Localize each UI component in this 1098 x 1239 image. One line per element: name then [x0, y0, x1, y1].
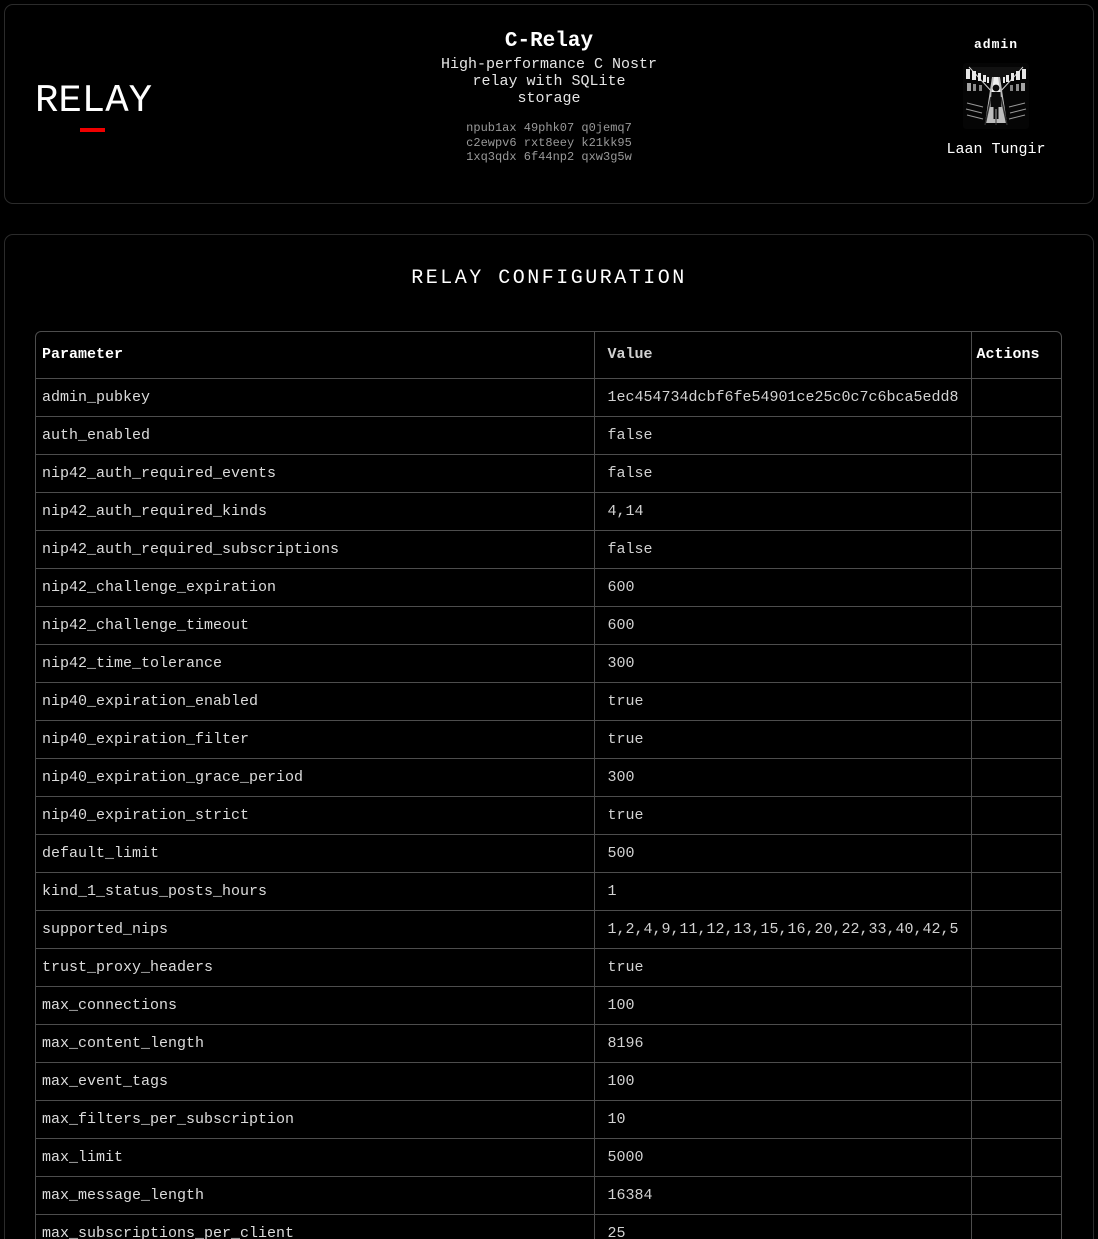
- parameter-name-cell: supported_nips: [36, 910, 594, 948]
- config-table-row: [36, 568, 1061, 606]
- config-table-container: [35, 331, 1062, 1239]
- npub-line: 1xq3qdx 6f44np2 qxw3g5w: [466, 150, 632, 164]
- parameter-name-cell: trust_proxy_headers: [36, 948, 594, 986]
- config-table-row: [36, 834, 1061, 872]
- parameter-value-cell: 5000: [594, 1138, 971, 1176]
- parameter-name-cell: max_event_tags: [36, 1062, 594, 1100]
- parameter-name-cell: max_limit: [36, 1138, 594, 1176]
- parameter-name-cell: nip42_auth_required_kinds: [36, 492, 594, 530]
- admin-label: admin: [973, 37, 1018, 52]
- parameter-name-cell: kind_1_status_posts_hours: [36, 872, 594, 910]
- config-table-row: [36, 720, 1061, 758]
- relay-logo-text: RELAY: [35, 79, 153, 123]
- config-table-row: [36, 378, 1061, 416]
- npub-line: c2ewpv6 rxt8eey k21kk95: [466, 135, 632, 150]
- parameter-actions-cell: [971, 872, 1061, 910]
- header-card: [4, 4, 1094, 204]
- parameter-value-cell: false: [594, 454, 971, 492]
- config-table-row: [36, 530, 1061, 568]
- config-table-row: [36, 1100, 1061, 1138]
- parameter-value-cell: 1ec454734dcbf6fe54901ce25c0c7c6bca5edd8: [594, 378, 971, 416]
- parameter-actions-cell: [971, 1100, 1061, 1138]
- parameter-name-cell: max_subscriptions_per_client: [36, 1214, 594, 1239]
- parameter-name-cell: default_limit: [36, 834, 594, 872]
- parameter-value-cell: 25: [594, 1214, 971, 1239]
- parameter-actions-cell: [971, 986, 1061, 1024]
- parameter-actions-cell: [971, 454, 1061, 492]
- config-table-row: [36, 492, 1061, 530]
- parameter-name-cell: auth_enabled: [36, 416, 594, 454]
- config-table-row: [36, 1062, 1061, 1100]
- parameter-value-cell: false: [594, 530, 971, 568]
- parameter-value-cell: 600: [594, 606, 971, 644]
- parameter-value-cell: 4,14: [594, 492, 971, 530]
- parameter-actions-cell: [971, 948, 1061, 986]
- parameter-name-cell: max_content_length: [36, 1024, 594, 1062]
- config-table-row: [36, 1024, 1061, 1062]
- config-table-row: [36, 948, 1061, 986]
- parameter-name-cell: admin_pubkey: [36, 378, 594, 416]
- parameter-value-cell: true: [594, 720, 971, 758]
- npub-line: npub1ax 49phk07 q0jemq7: [466, 121, 632, 135]
- parameter-name-cell: max_connections: [36, 986, 594, 1024]
- parameter-actions-cell: [971, 834, 1061, 872]
- parameter-actions-cell: [971, 1214, 1061, 1239]
- parameter-actions-cell: [971, 492, 1061, 530]
- parameter-value-cell: 10: [594, 1100, 971, 1138]
- parameter-name-cell: nip40_expiration_enabled: [36, 682, 594, 720]
- parameter-actions-cell: [971, 1024, 1061, 1062]
- relay-configuration-card: [4, 234, 1094, 1239]
- avatar-photo: [963, 63, 1029, 129]
- parameter-value-cell: 300: [594, 644, 971, 682]
- app-subtitle-line: storage: [517, 90, 581, 107]
- parameter-actions-cell: [971, 796, 1061, 834]
- admin-name: Laan Tungir: [946, 141, 1046, 158]
- parameter-value-cell: true: [594, 948, 971, 986]
- config-table-row: [36, 1176, 1061, 1214]
- app-info: [441, 31, 657, 165]
- parameter-name-cell: nip42_challenge_expiration: [36, 568, 594, 606]
- admin-avatar-icon: [963, 63, 1029, 129]
- parameter-name-cell: max_filters_per_subscription: [36, 1100, 594, 1138]
- parameter-value-cell: 1,2,4,9,11,12,13,15,16,20,22,33,40,42,5: [594, 910, 971, 948]
- parameter-actions-cell: [971, 758, 1061, 796]
- app-subtitle-line: High-performance C Nostr: [440, 56, 658, 73]
- config-table-row: [36, 986, 1061, 1024]
- parameter-name-cell: nip42_challenge_timeout: [36, 606, 594, 644]
- app-subtitle-line: relay with SQLite: [472, 73, 626, 90]
- parameter-actions-cell: [971, 1062, 1061, 1100]
- parameter-actions-cell: [971, 1176, 1061, 1214]
- parameter-actions-cell: [971, 416, 1061, 454]
- config-section-title: RELAY CONFIGURATION: [411, 267, 687, 290]
- parameter-name-cell: max_message_length: [36, 1176, 594, 1214]
- config-table-row: [36, 416, 1061, 454]
- column-header-value: Value: [594, 332, 971, 378]
- parameter-value-cell: 100: [594, 1062, 971, 1100]
- parameter-actions-cell: [971, 644, 1061, 682]
- parameter-name-cell: nip40_expiration_grace_period: [36, 758, 594, 796]
- parameter-actions-cell: [971, 1138, 1061, 1176]
- relay-logo: [35, 79, 441, 132]
- parameter-name-cell: nip42_auth_required_subscriptions: [36, 530, 594, 568]
- app-subtitle: [441, 56, 657, 107]
- parameter-value-cell: false: [594, 416, 971, 454]
- parameter-name-cell: nip42_auth_required_events: [36, 454, 594, 492]
- config-table-row: [36, 644, 1061, 682]
- parameter-value-cell: 300: [594, 758, 971, 796]
- column-header-actions: Actions: [971, 332, 1061, 378]
- parameter-value-cell: 1: [594, 872, 971, 910]
- parameter-actions-cell: [971, 910, 1061, 948]
- config-table-row: [36, 606, 1061, 644]
- relay-npub: [441, 121, 657, 165]
- column-header-parameter: Parameter: [36, 332, 594, 378]
- admin-section: [929, 37, 1063, 158]
- parameter-name-cell: nip42_time_tolerance: [36, 644, 594, 682]
- config-table-row: [36, 758, 1061, 796]
- config-table-row: [36, 1138, 1061, 1176]
- config-table-header-row: [36, 332, 1061, 378]
- parameter-value-cell: true: [594, 682, 971, 720]
- config-table-row: [36, 682, 1061, 720]
- parameter-actions-cell: [971, 606, 1061, 644]
- parameter-actions-cell: [971, 530, 1061, 568]
- parameter-value-cell: 600: [594, 568, 971, 606]
- parameter-name-cell: nip40_expiration_filter: [36, 720, 594, 758]
- config-table-row: [36, 872, 1061, 910]
- app-title: C-Relay: [504, 30, 594, 53]
- config-table-row: [36, 796, 1061, 834]
- parameter-value-cell: 16384: [594, 1176, 971, 1214]
- parameter-name-cell: nip40_expiration_strict: [36, 796, 594, 834]
- config-table-row: [36, 1214, 1061, 1239]
- relay-logo-red-underline: [80, 128, 105, 132]
- parameter-value-cell: 100: [594, 986, 971, 1024]
- config-table-row: [36, 454, 1061, 492]
- config-table: [36, 332, 1061, 1239]
- parameter-value-cell: true: [594, 796, 971, 834]
- parameter-actions-cell: [971, 682, 1061, 720]
- parameter-value-cell: 500: [594, 834, 971, 872]
- parameter-actions-cell: [971, 720, 1061, 758]
- parameter-actions-cell: [971, 568, 1061, 606]
- config-table-row: [36, 910, 1061, 948]
- parameter-actions-cell: [971, 378, 1061, 416]
- parameter-value-cell: 8196: [594, 1024, 971, 1062]
